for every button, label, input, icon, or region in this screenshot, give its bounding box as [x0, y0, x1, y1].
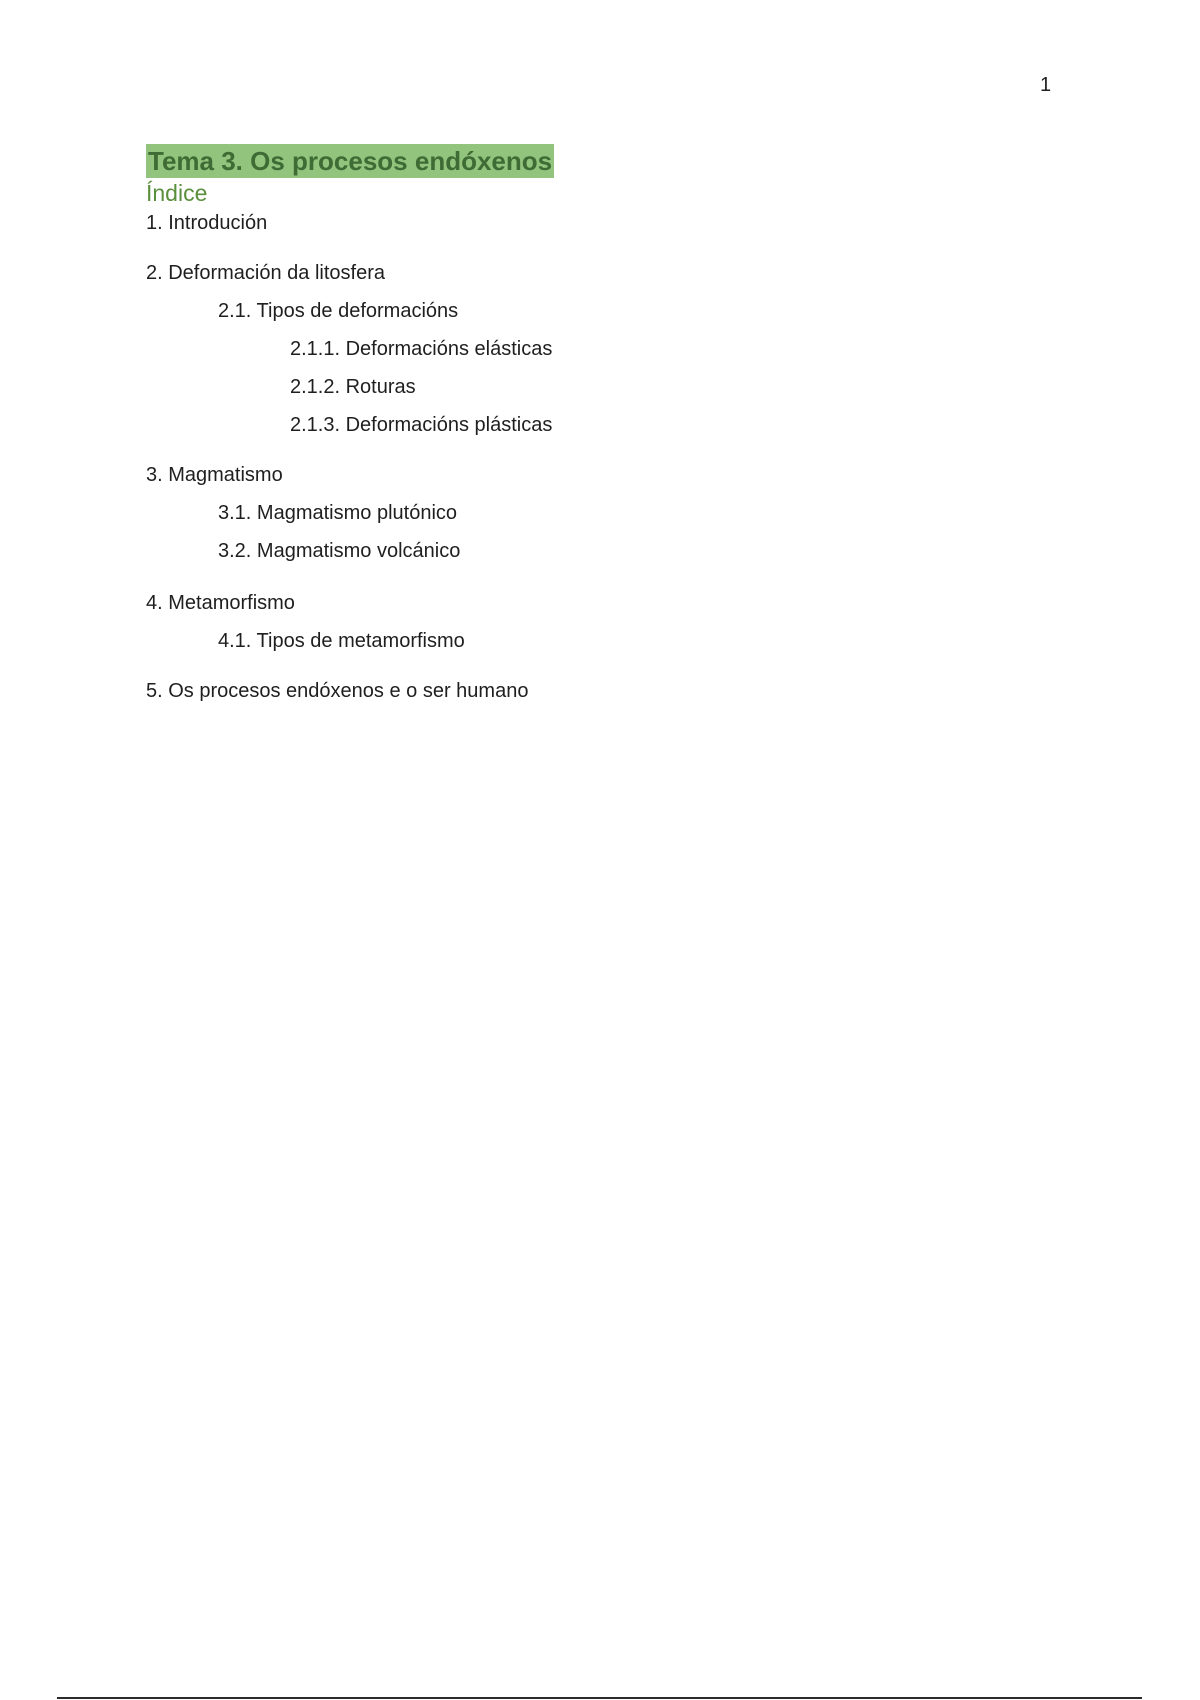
table-of-contents	[146, 210, 1046, 704]
toc-item-2[interactable]: 2. Deformación da litosfera	[146, 262, 386, 284]
toc-item-2-1[interactable]: 2.1. Tipos de deformacións	[218, 300, 459, 322]
footer-divider	[57, 1697, 1142, 1699]
toc-item-2-1-3[interactable]: 2.1.3. Deformacións plásticas	[290, 414, 553, 436]
toc-item-2-1-2[interactable]: 2.1.2. Roturas	[290, 376, 416, 398]
toc-item-4[interactable]: 4. Metamorfismo	[146, 592, 295, 614]
toc-item-3-1[interactable]: 3.1. Magmatismo plutónico	[218, 502, 458, 524]
toc-item-4-1[interactable]: 4.1. Tipos de metamorfismo	[218, 630, 465, 652]
toc-item-2-1-1[interactable]: 2.1.1. Deformacións elásticas	[290, 338, 553, 360]
toc-item-3-2[interactable]: 3.2. Magmatismo volcánico	[218, 540, 461, 562]
toc-item-5[interactable]: 5. Os procesos endóxenos e o ser humano	[146, 680, 529, 702]
page-number: 1	[1040, 74, 1052, 96]
document-title: Tema 3. Os procesos endóxenos	[148, 146, 553, 176]
toc-item-3[interactable]: 3. Magmatismo	[146, 464, 283, 486]
document-body	[146, 144, 1046, 704]
index-heading: Índice	[146, 180, 208, 206]
toc-item-1[interactable]: 1. Introdución	[146, 212, 268, 234]
